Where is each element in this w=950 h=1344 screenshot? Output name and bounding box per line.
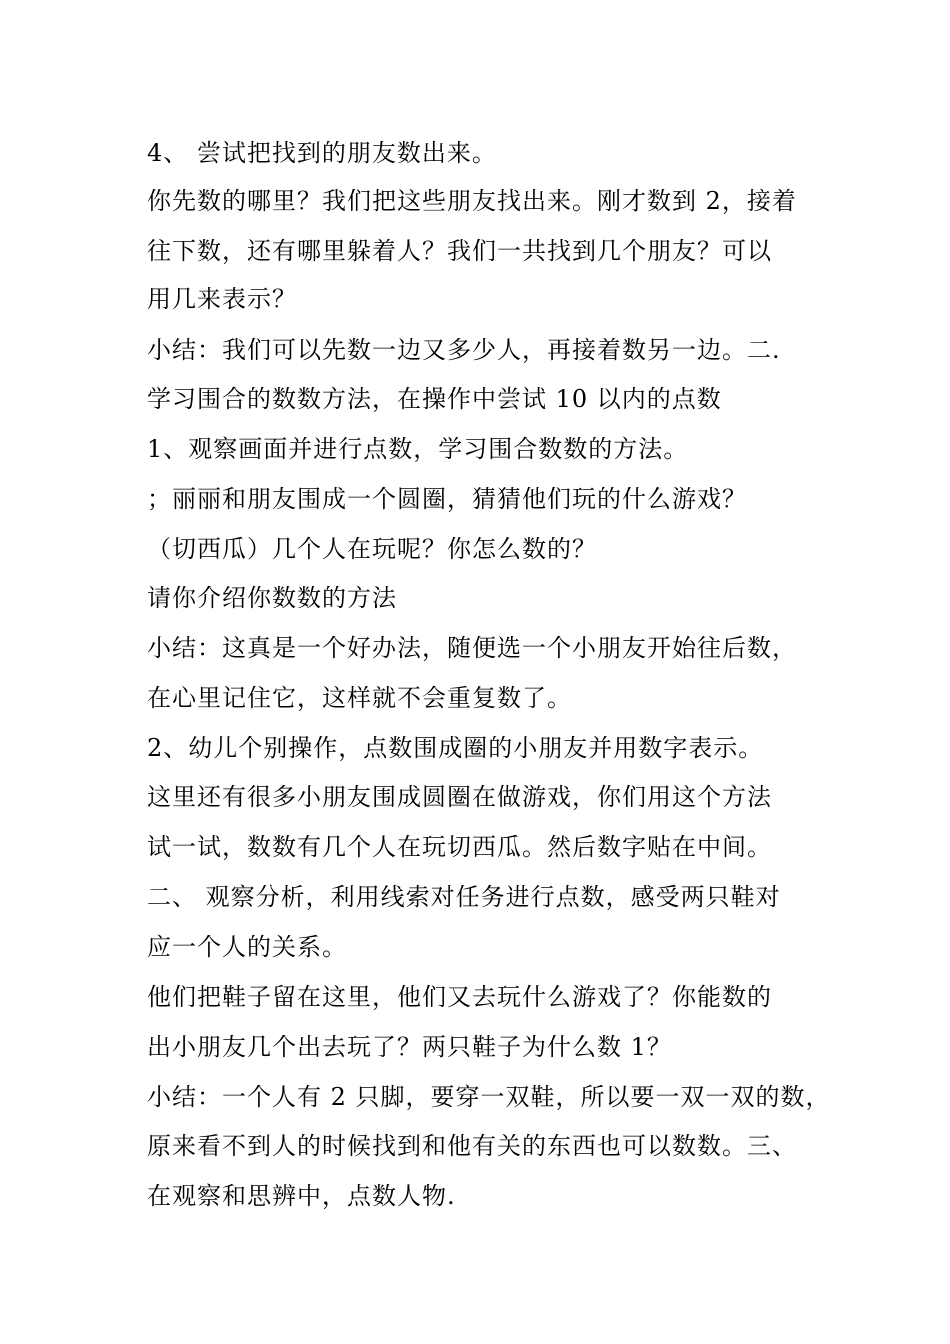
text-line: ；丽丽和朋友围成一个圆圈，猜猜他们玩的什么游戏？ bbox=[147, 485, 747, 513]
text-line: 在心里记住它，这样就不会重复数了。 bbox=[147, 684, 572, 712]
text-line: 你先数的哪里？我们把这些朋友找出来。刚才数到 2，接着 bbox=[147, 187, 797, 215]
text-line: 小结：我们可以先数一边又多少人，再接着数另一边。二. bbox=[147, 336, 781, 364]
text-line: 他们把鞋子留在这里，他们又去玩什么游戏了？你能数的 bbox=[147, 983, 772, 1011]
text-line: 用几来表示？ bbox=[147, 285, 297, 313]
text-line: 原来看不到人的时候找到和他有关的东西也可以数数。三、 bbox=[147, 1132, 797, 1160]
text-line: 2、幼儿个别操作，点数围成圈的小朋友并用数字表示。 bbox=[147, 734, 764, 762]
text-line: 二、 观察分析，利用线索对任务进行点数，感受两只鞋对 bbox=[147, 883, 781, 911]
text-line: 请你介绍你数数的方法 bbox=[147, 584, 397, 612]
text-line: 应一个人的关系。 bbox=[147, 933, 347, 961]
text-line: （切西瓜）几个人在玩呢？你怎么数的？ bbox=[147, 535, 597, 563]
text-line: 4、 尝试把找到的朋友数出来。 bbox=[147, 139, 497, 167]
text-line: 这里还有很多小朋友围成圆圈在做游戏，你们用这个方法 bbox=[147, 783, 772, 811]
text-line: 学习围合的数数方法，在操作中尝试 10 以内的点数 bbox=[147, 385, 722, 413]
text-line: 往下数，还有哪里躲着人？我们一共找到几个朋友？可以 bbox=[147, 237, 772, 265]
text-line: 小结：一个人有 2 只脚，要穿一双鞋，所以要一双一双的数， bbox=[147, 1083, 831, 1111]
text-line: 在观察和思辨中，点数人物. bbox=[147, 1182, 456, 1210]
text-line: 1、观察画面并进行点数，学习围合数数的方法。 bbox=[147, 435, 689, 463]
text-line: 出小朋友几个出去玩了？两只鞋子为什么数 1？ bbox=[147, 1033, 672, 1061]
text-line: 试一试，数数有几个人在玩切西瓜。然后数字贴在中间。 bbox=[147, 833, 772, 861]
text-line: 小结：这真是一个好办法，随便选一个小朋友开始往后数， bbox=[147, 634, 797, 662]
